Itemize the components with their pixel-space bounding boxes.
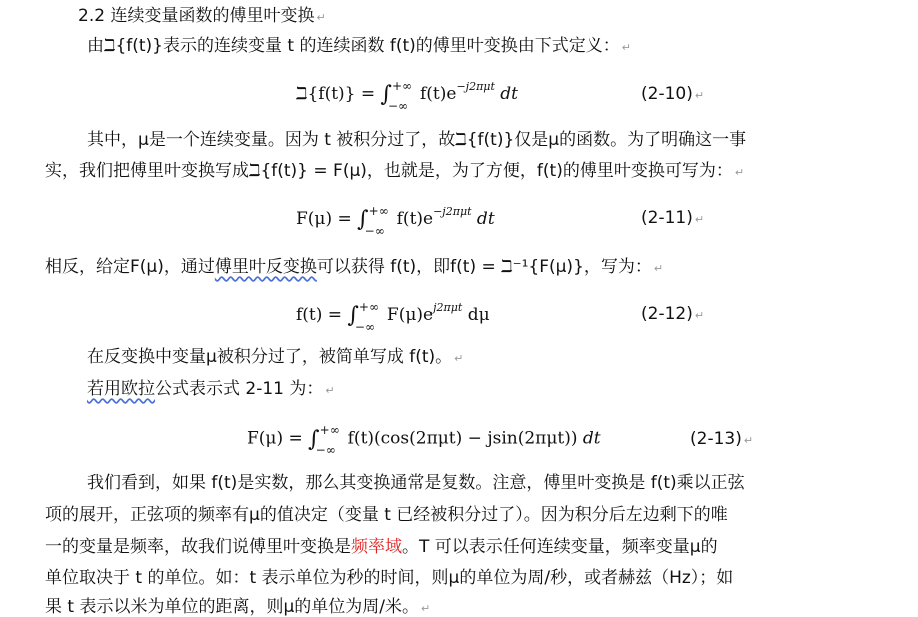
spellcheck-underline: 若用欧拉 bbox=[87, 379, 155, 399]
paragraph-definition: 由ℶ{f(t)}表示的连续变量 t 的连续函数 f(t)的傅里叶变换由下式定义： ↵ bbox=[87, 36, 632, 56]
paragraph-frequency-line2: 项的展开，正弦项的频率有μ的值决定（变量 t 已经被积分过了）。因为积分后左边剩下的唯 bbox=[45, 505, 728, 525]
paragraph-inverse: 相反，给定F(μ)，通过傅里叶反变换可以获得 f(t)，即f(t) = ℶ⁻¹{F(μ)}，写为： ↵ bbox=[45, 257, 664, 277]
integral-limits: +∞ −∞ bbox=[388, 78, 413, 113]
equation-2-12: f(t) = ∫ +∞ −∞ $F(\mu)e^{j2\pi\mu t}$ dμ bbox=[296, 299, 490, 334]
paragraph-mark: ↵ bbox=[621, 41, 632, 54]
paragraph-euler: 若用欧拉公式表示式 2-11 为： ↵ bbox=[87, 379, 335, 399]
integral-sign: ∫ bbox=[380, 82, 392, 107]
paragraph-explanation-line1: 其中，μ是一个连续变量。因为 t 被积分过了，故ℶ{f(t)}仅是μ的函数。为了明确这一事 bbox=[87, 130, 747, 150]
equation-2-11: F(μ) = ∫ +∞ −∞ $f(t)e^{-j2\pi\mu t}$ dt bbox=[296, 203, 495, 238]
paragraph-frequency-line3: 一的变量是频率，故我们说傅里叶变换是频率域。T 可以表示任何连续变量，频率变量μ的 bbox=[45, 537, 718, 557]
integral-sign: ∫ bbox=[347, 303, 359, 328]
equation-number: (2-12) ↵ bbox=[641, 304, 705, 324]
equation-number: (2-10) ↵ bbox=[641, 84, 705, 104]
equation-number: (2-13) ↵ bbox=[690, 429, 754, 449]
paragraph-frequency-line5: 果 t 表示以米为单位的距离，则μ的单位为周/米。 ↵ bbox=[45, 597, 431, 617]
paragraph-explanation-line2: 实，我们把傅里叶变换写成ℶ{f(t)} = F(μ)，也就是，为了方便，f(t)的傅里叶变换可写为： ↵ bbox=[45, 161, 745, 181]
paragraph-inverse-note: 在反变换中变量μ被积分过了，被简单写成 f(t)。 ↵ bbox=[87, 347, 464, 367]
paragraph-mark: ↵ bbox=[316, 11, 326, 24]
integral-limits: +∞ −∞ bbox=[315, 423, 340, 457]
integral-sign: ∫ bbox=[357, 207, 369, 232]
equation-number: (2-11) ↵ bbox=[641, 208, 705, 228]
section-heading: 2.2 连续变量函数的傅里叶变换 ↵ bbox=[78, 6, 326, 26]
integral-sign: ∫ bbox=[308, 426, 320, 452]
equation-2-10: ℶ{f(t)} = ∫ +∞ −∞ $f(t)e^{-j2\pi\mu t}$ dt bbox=[296, 78, 519, 113]
integral-limits: +∞ −∞ bbox=[354, 299, 379, 334]
highlighted-term: 频率域 bbox=[351, 537, 402, 557]
integral-limits: +∞ −∞ bbox=[364, 203, 389, 238]
spellcheck-underline: 傅里叶反变换 bbox=[214, 257, 317, 277]
paragraph-frequency-line4: 单位取决于 t 的单位。如：t 表示单位为秒的时间，则μ的单位为周/秒，或者赫兹（Hz）；如 bbox=[45, 568, 734, 588]
equation-2-13: F(μ) = ∫ +∞ −∞ f(t)(cos(2πμt) − jsin(2πμt)) dt bbox=[247, 423, 601, 457]
paragraph-frequency-line1: 我们看到，如果 f(t)是实数，那么其变换通常是复数。注意，傅里叶变换是 f(t)乘以正弦 bbox=[87, 473, 745, 493]
